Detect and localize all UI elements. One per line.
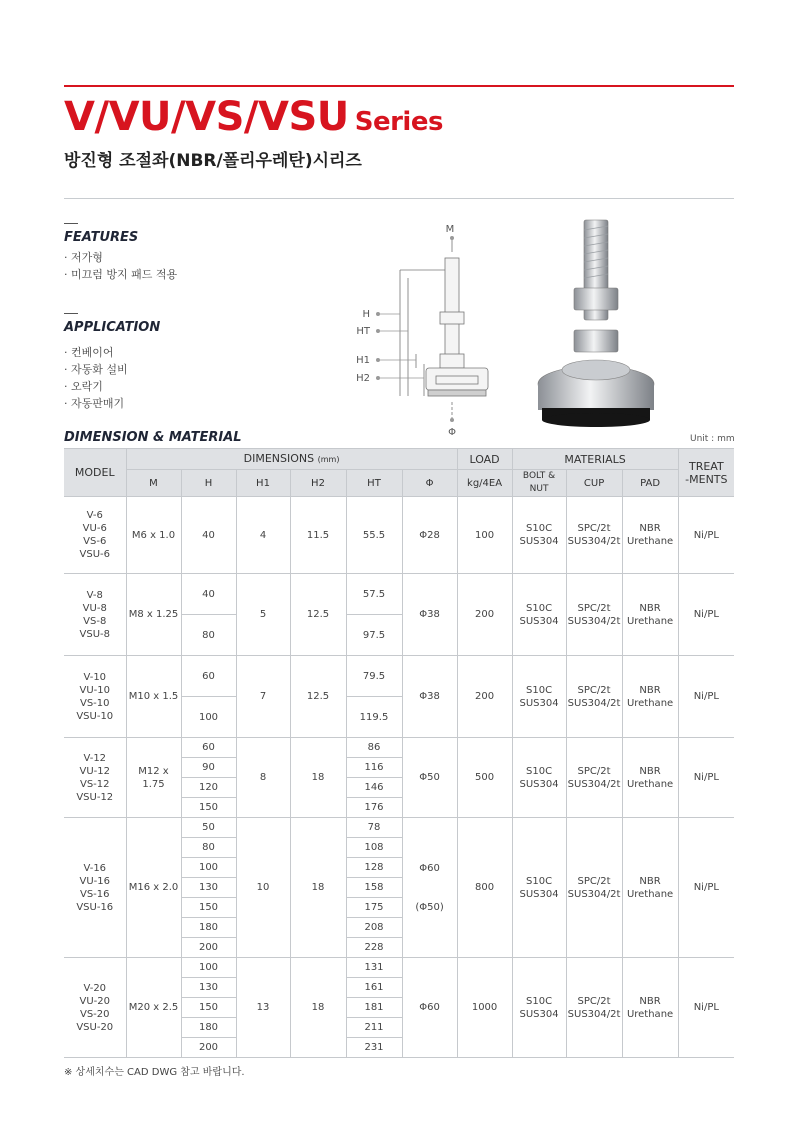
cup-shape xyxy=(426,368,488,390)
dimension-title: DIMENSION & MATERIAL xyxy=(64,430,242,445)
h-cell: 180 xyxy=(181,1018,236,1038)
h-cell: 130 xyxy=(181,978,236,998)
pad-cell: NBR Urethane xyxy=(622,738,678,818)
series-title xyxy=(64,92,443,147)
label-h2: H2 xyxy=(356,373,370,384)
ht-cell: 161 xyxy=(346,978,402,998)
treatments-cell: Ni/PL xyxy=(678,574,734,656)
phi-cell: Φ38 xyxy=(402,656,457,738)
bolt-shape xyxy=(445,258,459,358)
footnote: ※ 상세치수는 CAD DWG 참고 바랍니다. xyxy=(64,1067,245,1078)
h2-dot xyxy=(376,376,380,380)
ht-cell: 108 xyxy=(346,838,402,858)
bolt-nut-cell: S10C SUS304 xyxy=(512,656,566,738)
model-cell: V-6 VU-6 VS-6 VSU-6 xyxy=(64,497,126,574)
table-row xyxy=(64,574,734,615)
pad-cell: NBR Urethane xyxy=(622,656,678,738)
features-dash xyxy=(64,223,78,224)
h2-cell: 12.5 xyxy=(290,574,346,656)
features-item: · 미끄럼 방지 패드 적용 xyxy=(64,268,178,281)
cup-cell: SPC/2t SUS304/2t xyxy=(566,656,622,738)
h-cell: 80 xyxy=(181,615,236,656)
cup-cell: SPC/2t SUS304/2t xyxy=(566,574,622,656)
h1-cell: 5 xyxy=(236,574,290,656)
h1-cell: 7 xyxy=(236,656,290,738)
h2-cell: 18 xyxy=(290,958,346,1058)
application-list xyxy=(64,344,128,412)
treatments-cell: Ni/PL xyxy=(678,818,734,958)
h-header: H xyxy=(181,470,236,497)
ht-header: HT xyxy=(346,470,402,497)
h-cell: 150 xyxy=(181,898,236,918)
table-row xyxy=(64,656,734,697)
ht-cell: 211 xyxy=(346,1018,402,1038)
h-cell: 120 xyxy=(181,778,236,798)
upper-nut-shape xyxy=(440,312,464,324)
load-cell: 100 xyxy=(457,497,512,574)
ht-cell: 57.5 xyxy=(346,574,402,615)
m-cell: M6 x 1.0 xyxy=(126,497,181,574)
application-title: APPLICATION xyxy=(64,320,161,335)
h-cell: 60 xyxy=(181,656,236,697)
spec-table-body xyxy=(64,497,734,1058)
h-dot xyxy=(376,312,380,316)
load-cell: 800 xyxy=(457,818,512,958)
h1-dot xyxy=(376,358,380,362)
photo-cup-side xyxy=(538,384,654,410)
ht-dot xyxy=(376,329,380,333)
model-cell: V-16 VU-16 VS-16 VSU-16 xyxy=(64,818,126,958)
ht-cell: 131 xyxy=(346,958,402,978)
load-cell: 1000 xyxy=(457,958,512,1058)
table-row xyxy=(64,958,734,978)
h-cell: 40 xyxy=(181,574,236,615)
cup-cell: SPC/2t SUS304/2t xyxy=(566,818,622,958)
h-cell: 100 xyxy=(181,858,236,878)
m-cell: M16 x 2.0 xyxy=(126,818,181,958)
label-ht: HT xyxy=(356,326,370,337)
treatments-cell: Ni/PL xyxy=(678,497,734,574)
phi-cell: Φ38 xyxy=(402,574,457,656)
dimension-drawing xyxy=(340,218,500,440)
label-h1: H1 xyxy=(356,355,370,366)
h1-header: H1 xyxy=(236,470,290,497)
h-cell: 200 xyxy=(181,938,236,958)
bolt-nut-header: BOLT & NUT xyxy=(512,470,566,497)
pad-cell: NBR Urethane xyxy=(622,574,678,656)
label-m: M xyxy=(445,224,455,235)
table-row xyxy=(64,818,734,838)
series-title-main: V/VU/VS/VSU xyxy=(64,94,349,140)
h2-cell: 18 xyxy=(290,738,346,818)
m-header: M xyxy=(126,470,181,497)
table-row xyxy=(64,497,734,574)
h-cell: 200 xyxy=(181,1038,236,1058)
ht-cell: 228 xyxy=(346,938,402,958)
ht-cell: 146 xyxy=(346,778,402,798)
bolt-nut-cell: S10C SUS304 xyxy=(512,958,566,1058)
model-cell: V-20 VU-20 VS-20 VSU-20 xyxy=(64,958,126,1058)
h-cell: 180 xyxy=(181,918,236,938)
cup-cell: SPC/2t SUS304/2t xyxy=(566,497,622,574)
h-cell: 60 xyxy=(181,738,236,758)
application-item: · 자동화 설비 xyxy=(64,363,128,376)
load-cell: 200 xyxy=(457,574,512,656)
application-item: · 컨베이어 xyxy=(64,346,114,359)
h-cell: 100 xyxy=(181,697,236,738)
model-header: MODEL xyxy=(64,449,126,497)
pad-cell: NBR Urethane xyxy=(622,958,678,1058)
load-header: LOAD xyxy=(457,449,512,470)
ht-cell: 231 xyxy=(346,1038,402,1058)
m-dot xyxy=(450,236,454,240)
ht-cell: 208 xyxy=(346,918,402,938)
bolt-nut-cell: S10C SUS304 xyxy=(512,818,566,958)
model-cell: V-12 VU-12 VS-12 VSU-12 xyxy=(64,738,126,818)
h2-cell: 18 xyxy=(290,818,346,958)
load-cell: 500 xyxy=(457,738,512,818)
phi-cell: Φ50 xyxy=(402,738,457,818)
series-subtitle: 방진형 조절좌(NBR/폴리우레탄)시리즈 xyxy=(64,151,362,171)
product-photo xyxy=(522,212,672,434)
h-cell: 100 xyxy=(181,958,236,978)
dimensions-header: DIMENSIONS (mm) xyxy=(126,449,457,470)
m-cell: M12 x 1.75 xyxy=(126,738,181,818)
phi-header: Φ xyxy=(402,470,457,497)
lower-nut-shape xyxy=(440,354,464,368)
h2-cell: 12.5 xyxy=(290,656,346,738)
load-unit-header: kg/4EA xyxy=(457,470,512,497)
cup-header: CUP xyxy=(566,470,622,497)
h-cell: 50 xyxy=(181,818,236,838)
bolt-nut-cell: S10C SUS304 xyxy=(512,574,566,656)
phi-cell: Φ28 xyxy=(402,497,457,574)
ht-cell: 158 xyxy=(346,878,402,898)
application-dash xyxy=(64,313,78,314)
ht-cell: 116 xyxy=(346,758,402,778)
h1-cell: 4 xyxy=(236,497,290,574)
ht-cell: 128 xyxy=(346,858,402,878)
table-row xyxy=(64,738,734,758)
model-cell: V-8 VU-8 VS-8 VSU-8 xyxy=(64,574,126,656)
photo-upper-nut xyxy=(574,288,618,310)
features-title: FEATURES xyxy=(64,230,139,245)
h1-cell: 10 xyxy=(236,818,290,958)
h2-cell: 11.5 xyxy=(290,497,346,574)
label-phi: Φ xyxy=(448,427,456,438)
series-title-suffix: Series xyxy=(354,107,443,137)
cup-cell: SPC/2t SUS304/2t xyxy=(566,958,622,1058)
ht-cell: 86 xyxy=(346,738,402,758)
top-red-rule xyxy=(64,85,734,87)
application-item: · 오락기 xyxy=(64,380,103,393)
treatments-cell: Ni/PL xyxy=(678,738,734,818)
h-cell: 150 xyxy=(181,998,236,1018)
unit-note: Unit : mm xyxy=(690,434,735,444)
h-cell: 40 xyxy=(181,497,236,574)
m-cell: M20 x 2.5 xyxy=(126,958,181,1058)
application-item: · 자동판매기 xyxy=(64,397,125,410)
h-cell: 90 xyxy=(181,758,236,778)
phi-cell: Φ60 (Φ50) xyxy=(402,818,457,958)
cup-cell: SPC/2t SUS304/2t xyxy=(566,738,622,818)
features-list xyxy=(64,249,177,283)
phi-cell: Φ60 xyxy=(402,958,457,1058)
h-cell: 150 xyxy=(181,798,236,818)
m-cell: M8 x 1.25 xyxy=(126,574,181,656)
treatments-cell: Ni/PL xyxy=(678,656,734,738)
treatments-cell: Ni/PL xyxy=(678,958,734,1058)
materials-header: MATERIALS xyxy=(512,449,678,470)
section-divider xyxy=(64,198,734,199)
ht-cell: 176 xyxy=(346,798,402,818)
ht-cell: 181 xyxy=(346,998,402,1018)
pad-cell: NBR Urethane xyxy=(622,497,678,574)
h1-cell: 13 xyxy=(236,958,290,1058)
ht-cell: 119.5 xyxy=(346,697,402,738)
bolt-nut-cell: S10C SUS304 xyxy=(512,497,566,574)
h-cell: 130 xyxy=(181,878,236,898)
m-cell: M10 x 1.5 xyxy=(126,656,181,738)
photo-lower-nut xyxy=(574,330,618,352)
phi-dot xyxy=(450,418,454,422)
pad-cell: NBR Urethane xyxy=(622,818,678,958)
load-cell: 200 xyxy=(457,656,512,738)
ht-cell: 97.5 xyxy=(346,615,402,656)
model-cell: V-10 VU-10 VS-10 VSU-10 xyxy=(64,656,126,738)
ht-cell: 175 xyxy=(346,898,402,918)
h1-cell: 8 xyxy=(236,738,290,818)
h2-header: H2 xyxy=(290,470,346,497)
label-h: H xyxy=(362,309,370,320)
bolt-nut-cell: S10C SUS304 xyxy=(512,738,566,818)
treatments-header: TREAT -MENTS xyxy=(678,449,734,497)
features-item: · 저가형 xyxy=(64,251,103,264)
ht-cell: 55.5 xyxy=(346,497,402,574)
spec-table xyxy=(64,448,734,1058)
ht-cell: 79.5 xyxy=(346,656,402,697)
pad-shape xyxy=(428,390,486,396)
ht-cell: 78 xyxy=(346,818,402,838)
h-cell: 80 xyxy=(181,838,236,858)
pad-header: PAD xyxy=(622,470,678,497)
